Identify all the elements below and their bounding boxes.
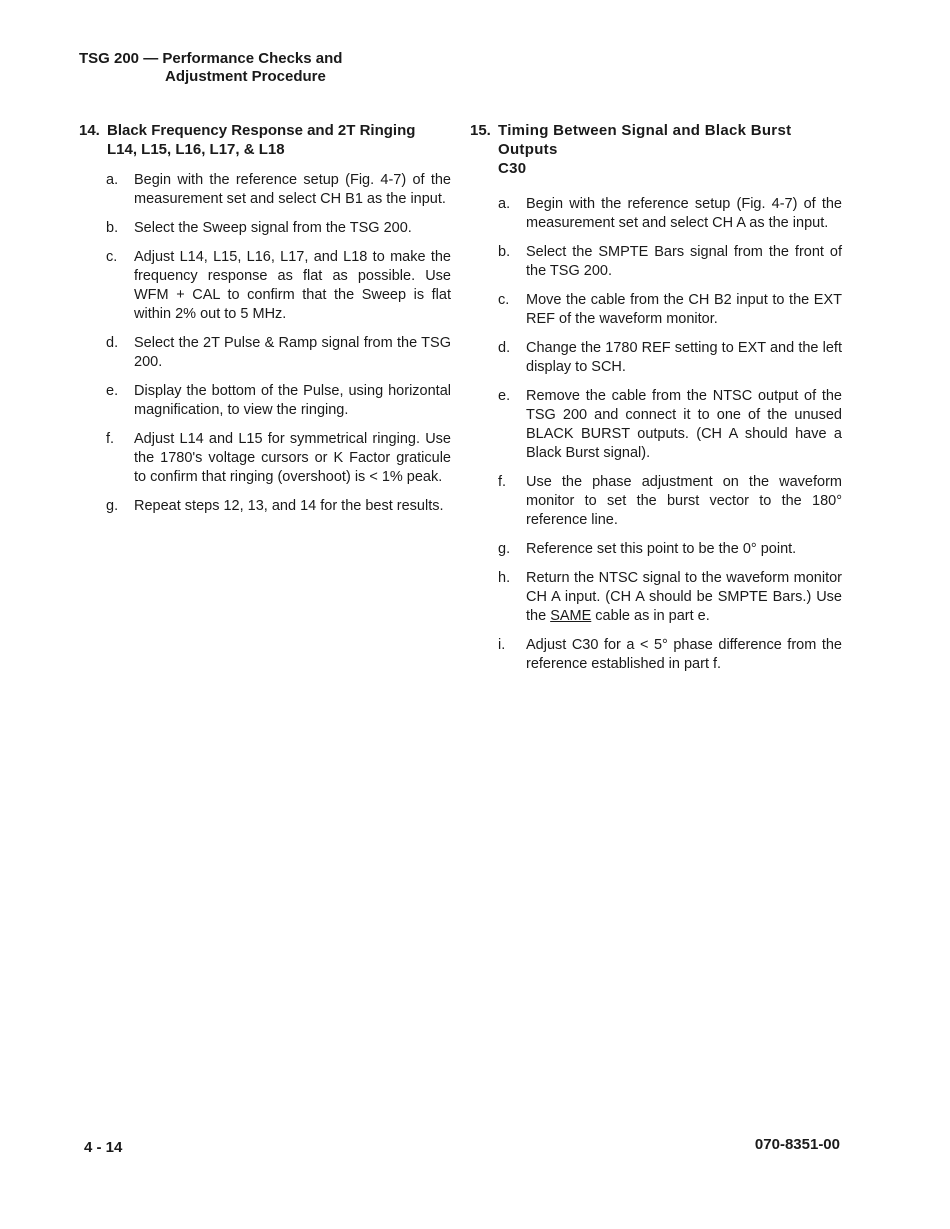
step-text: Display the bottom of the Pulse, using horizontal magnification, to view the ringing. xyxy=(134,383,451,418)
step-item xyxy=(470,291,842,329)
step-letter: b. xyxy=(106,220,119,236)
section-15-heading xyxy=(470,121,842,178)
step-text: Begin with the reference setup (Fig. 4-7) of the measurement set and select CH B1 as the input. xyxy=(134,172,451,207)
document-number: 070-8351-00 xyxy=(754,1136,840,1153)
step-letter: g. xyxy=(498,541,511,557)
step-item xyxy=(79,219,451,238)
step-letter: h. xyxy=(498,570,511,586)
section-15 xyxy=(470,121,842,684)
section-title-line-1: Timing Between Signal and Black Burst xyxy=(498,122,792,139)
step-text: Repeat steps 12, 13, and 14 for the best results. xyxy=(134,498,444,514)
step-letter: b. xyxy=(498,244,511,260)
step-text: Use the phase adjustment on the waveform monitor to set the burst vector to the 180° reference line. xyxy=(526,474,842,528)
step-item xyxy=(470,540,842,559)
step-letter: i. xyxy=(498,637,506,653)
step-item xyxy=(470,243,842,281)
step-text: Adjust L14 and L15 for symmetrical ringing. Use the 1780's voltage cursors or K Factor graticule to confirm that ringing (overshoot) is < 1% peak. xyxy=(134,431,451,485)
step-item xyxy=(470,636,842,674)
step-letter: f. xyxy=(498,474,507,490)
step-item xyxy=(470,569,842,626)
step-text: Move the cable from the CH B2 input to the EXT REF of the waveform monitor. xyxy=(526,292,842,327)
step-text: Change the 1780 REF setting to EXT and the left display to SCH. xyxy=(526,340,842,375)
step-letter: c. xyxy=(498,292,510,308)
page-number: 4 - 14 xyxy=(84,1139,123,1156)
page-header xyxy=(79,50,342,86)
step-text: Select the SMPTE Bars signal from the front of the TSG 200. xyxy=(526,244,842,279)
header-line-1: TSG 200 — Performance Checks and xyxy=(79,50,343,67)
step-text: Select the Sweep signal from the TSG 200. xyxy=(134,220,412,236)
step-text: Select the 2T Pulse & Ramp signal from the TSG 200. xyxy=(134,335,451,370)
section-14 xyxy=(79,121,451,526)
step-item xyxy=(79,248,451,324)
step-item xyxy=(79,334,451,372)
section-title-line-2: Outputs xyxy=(498,141,558,158)
step-text: Adjust L14, L15, L16, L17, and L18 to make the frequency response as flat as possible. Use WFM + CAL to confirm that the Sweep is flat within 2% out to 5 MHz. xyxy=(134,249,451,322)
step-text: Reference set this point to be the 0° point. xyxy=(526,541,797,557)
step-item xyxy=(79,382,451,420)
section-title xyxy=(498,121,842,178)
step-letter: g. xyxy=(106,498,119,514)
step-item xyxy=(470,387,842,463)
step-item xyxy=(470,339,842,377)
step-item xyxy=(79,171,451,209)
step-letter: a. xyxy=(498,196,511,212)
step-item xyxy=(79,497,451,516)
step-text: Remove the cable from the NTSC output of the TSG 200 and connect it to one of the unused BLACK BURST outputs. (CH A should have a Black Burst signal). xyxy=(526,388,842,461)
step-text-after: cable as in part e. xyxy=(591,608,710,624)
step-item xyxy=(470,195,842,233)
section-title xyxy=(107,121,451,159)
step-letter: d. xyxy=(106,335,119,351)
step-text-before: Return the NTSC signal to the waveform monitor CH A input. (CH A should be SMPTE Bars.) Use the xyxy=(526,570,842,624)
section-number: 14. xyxy=(79,122,100,139)
step-letter: d. xyxy=(498,340,511,356)
step-text: Begin with the reference setup (Fig. 4-7) of the measurement set and select CH A as the input. xyxy=(526,196,842,231)
step-text: Adjust C30 for a < 5° phase difference from the reference established in part f. xyxy=(526,637,842,672)
step-letter: e. xyxy=(106,383,119,399)
step-item xyxy=(470,473,842,530)
section-title-line-3: C30 xyxy=(498,160,527,177)
step-letter: e. xyxy=(498,388,511,404)
step-item xyxy=(79,430,451,487)
step-letter: f. xyxy=(106,431,115,447)
section-14-steps xyxy=(79,171,451,516)
header-line-2: Adjustment Procedure xyxy=(165,68,326,85)
step-letter: c. xyxy=(106,249,118,265)
section-14-heading xyxy=(79,121,451,159)
section-title-line-2: L14, L15, L16, L17, & L18 xyxy=(107,141,285,158)
section-15-steps xyxy=(470,195,842,674)
section-title-line-1: Black Frequency Response and 2T Ringing xyxy=(107,122,416,139)
step-letter: a. xyxy=(106,172,119,188)
step-text xyxy=(526,569,842,626)
step-text-underlined: SAME xyxy=(550,608,592,624)
section-number: 15. xyxy=(470,122,491,139)
